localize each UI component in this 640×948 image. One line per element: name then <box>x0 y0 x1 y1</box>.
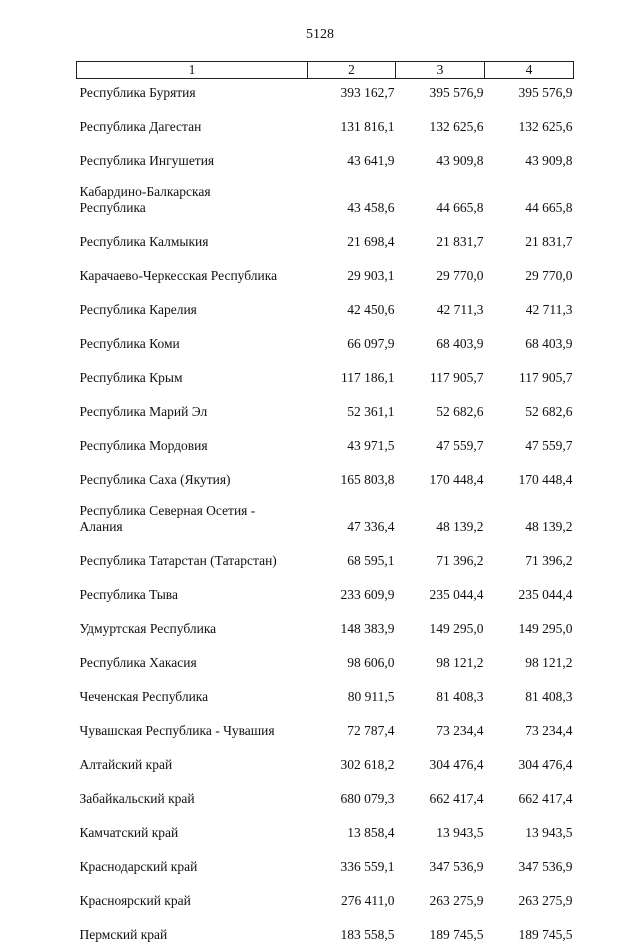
value-cell-col-2: 117 186,1 <box>308 357 396 391</box>
region-name-line-2: Республика <box>80 200 308 216</box>
value-cell-col-3: 21 831,7 <box>396 221 485 255</box>
region-name-cell: Республика Тыва <box>77 574 308 608</box>
table-row <box>77 459 574 493</box>
value-cell-col-4: 189 745,5 <box>485 914 574 948</box>
value-cell-col-3: 68 403,9 <box>396 323 485 357</box>
table-row <box>77 710 574 744</box>
region-name-cell: Пермский край <box>77 914 308 948</box>
value-cell-col-4: 304 476,4 <box>485 744 574 778</box>
value-cell-col-2: 393 162,7 <box>308 79 396 107</box>
value-cell-col-4: 43 909,8 <box>485 140 574 174</box>
region-name-cell: Камчатский край <box>77 812 308 846</box>
value-cell-col-3: 662 417,4 <box>396 778 485 812</box>
region-name-cell <box>77 174 308 221</box>
table-row <box>77 676 574 710</box>
value-cell-col-3: 43 909,8 <box>396 140 485 174</box>
value-cell-col-3: 98 121,2 <box>396 642 485 676</box>
region-name-cell: Республика Калмыкия <box>77 221 308 255</box>
region-name-cell: Республика Бурятия <box>77 79 308 107</box>
table-row <box>77 425 574 459</box>
value-cell-col-2: 680 079,3 <box>308 778 396 812</box>
value-cell-col-3: 47 559,7 <box>396 425 485 459</box>
value-cell-col-2: 66 097,9 <box>308 323 396 357</box>
value-cell-col-2: 68 595,1 <box>308 540 396 574</box>
table-row <box>77 323 574 357</box>
value-cell-col-2: 29 903,1 <box>308 255 396 289</box>
value-cell-col-3: 263 275,9 <box>396 880 485 914</box>
value-cell-col-4: 149 295,0 <box>485 608 574 642</box>
table-row <box>77 174 574 221</box>
table-row <box>77 846 574 880</box>
table-row <box>77 880 574 914</box>
value-cell-col-2: 131 816,1 <box>308 106 396 140</box>
value-cell-col-4: 73 234,4 <box>485 710 574 744</box>
region-name-cell: Красноярский край <box>77 880 308 914</box>
table-row <box>77 357 574 391</box>
region-name-cell: Республика Мордовия <box>77 425 308 459</box>
value-cell-col-2: 183 558,5 <box>308 914 396 948</box>
value-cell-col-4: 21 831,7 <box>485 221 574 255</box>
value-cell-col-2: 80 911,5 <box>308 676 396 710</box>
table-row <box>77 778 574 812</box>
region-name-cell: Республика Саха (Якутия) <box>77 459 308 493</box>
page-number: 5128 <box>0 27 640 43</box>
region-name-cell: Республика Татарстан (Татарстан) <box>77 540 308 574</box>
region-name-cell: Забайкальский край <box>77 778 308 812</box>
region-name-cell: Республика Марий Эл <box>77 391 308 425</box>
value-cell-col-4: 13 943,5 <box>485 812 574 846</box>
value-cell-col-4: 170 448,4 <box>485 459 574 493</box>
value-cell-col-2: 52 361,1 <box>308 391 396 425</box>
value-cell-col-2: 302 618,2 <box>308 744 396 778</box>
value-cell-col-4: 71 396,2 <box>485 540 574 574</box>
value-cell-col-3: 395 576,9 <box>396 79 485 107</box>
value-cell-col-2: 336 559,1 <box>308 846 396 880</box>
value-cell-col-4: 662 417,4 <box>485 778 574 812</box>
value-cell-col-3: 189 745,5 <box>396 914 485 948</box>
value-cell-col-2: 72 787,4 <box>308 710 396 744</box>
value-cell-col-3: 29 770,0 <box>396 255 485 289</box>
column-header-4: 4 <box>485 62 574 79</box>
header-row <box>77 62 574 79</box>
region-name-cell: Чеченская Республика <box>77 676 308 710</box>
table-row <box>77 255 574 289</box>
column-header-3: 3 <box>396 62 485 79</box>
region-name-cell: Краснодарский край <box>77 846 308 880</box>
column-header-2: 2 <box>308 62 396 79</box>
value-cell-col-4: 98 121,2 <box>485 642 574 676</box>
region-name-cell: Республика Крым <box>77 357 308 391</box>
table-row <box>77 812 574 846</box>
value-cell-col-3: 42 711,3 <box>396 289 485 323</box>
region-name-line-1: Республика Северная Осетия - <box>80 503 308 519</box>
value-cell-col-4: 235 044,4 <box>485 574 574 608</box>
value-cell-col-4: 29 770,0 <box>485 255 574 289</box>
table-row <box>77 608 574 642</box>
region-name-cell: Чувашская Республика - Чувашия <box>77 710 308 744</box>
table-row <box>77 493 574 540</box>
region-name-cell: Республика Карелия <box>77 289 308 323</box>
region-name-cell <box>77 493 308 540</box>
value-cell-col-3: 170 448,4 <box>396 459 485 493</box>
value-cell-col-2: 43 641,9 <box>308 140 396 174</box>
table-row <box>77 914 574 948</box>
value-cell-col-4: 68 403,9 <box>485 323 574 357</box>
value-cell-col-4: 347 536,9 <box>485 846 574 880</box>
value-cell-col-3: 117 905,7 <box>396 357 485 391</box>
region-name-line-1: Кабардино-Балкарская <box>80 184 308 200</box>
value-cell-col-3: 132 625,6 <box>396 106 485 140</box>
table-row <box>77 106 574 140</box>
value-cell-col-4: 81 408,3 <box>485 676 574 710</box>
value-cell-col-2: 13 858,4 <box>308 812 396 846</box>
value-cell-col-3: 235 044,4 <box>396 574 485 608</box>
value-cell-col-3: 347 536,9 <box>396 846 485 880</box>
table-row <box>77 744 574 778</box>
value-cell-col-3: 52 682,6 <box>396 391 485 425</box>
value-cell-col-2: 276 411,0 <box>308 880 396 914</box>
value-cell-col-4: 48 139,2 <box>485 493 574 540</box>
budget-table <box>76 61 574 948</box>
value-cell-col-2: 21 698,4 <box>308 221 396 255</box>
value-cell-col-3: 81 408,3 <box>396 676 485 710</box>
table-row <box>77 540 574 574</box>
table-row <box>77 391 574 425</box>
table-row <box>77 140 574 174</box>
table-row <box>77 574 574 608</box>
value-cell-col-2: 98 606,0 <box>308 642 396 676</box>
region-name-line-2: Алания <box>80 519 308 535</box>
value-cell-col-4: 47 559,7 <box>485 425 574 459</box>
table-row <box>77 221 574 255</box>
value-cell-col-3: 13 943,5 <box>396 812 485 846</box>
region-name-cell: Республика Ингушетия <box>77 140 308 174</box>
table-row <box>77 79 574 107</box>
value-cell-col-3: 304 476,4 <box>396 744 485 778</box>
region-name-cell: Республика Дагестан <box>77 106 308 140</box>
value-cell-col-3: 73 234,4 <box>396 710 485 744</box>
value-cell-col-4: 263 275,9 <box>485 880 574 914</box>
table-body <box>77 79 574 948</box>
value-cell-col-4: 132 625,6 <box>485 106 574 140</box>
region-name-cell: Республика Коми <box>77 323 308 357</box>
value-cell-col-4: 44 665,8 <box>485 174 574 221</box>
value-cell-col-2: 42 450,6 <box>308 289 396 323</box>
value-cell-col-4: 42 711,3 <box>485 289 574 323</box>
value-cell-col-3: 149 295,0 <box>396 608 485 642</box>
value-cell-col-4: 395 576,9 <box>485 79 574 107</box>
column-header-1: 1 <box>77 62 308 79</box>
value-cell-col-2: 47 336,4 <box>308 493 396 540</box>
value-cell-col-2: 43 458,6 <box>308 174 396 221</box>
region-name-cell: Алтайский край <box>77 744 308 778</box>
value-cell-col-2: 43 971,5 <box>308 425 396 459</box>
value-cell-col-3: 71 396,2 <box>396 540 485 574</box>
region-name-cell: Удмуртская Республика <box>77 608 308 642</box>
value-cell-col-3: 44 665,8 <box>396 174 485 221</box>
value-cell-col-4: 52 682,6 <box>485 391 574 425</box>
table-header <box>77 62 574 79</box>
region-name-cell: Республика Хакасия <box>77 642 308 676</box>
table-row <box>77 642 574 676</box>
region-name-cell: Карачаево-Черкесская Республика <box>77 255 308 289</box>
value-cell-col-2: 233 609,9 <box>308 574 396 608</box>
value-cell-col-4: 117 905,7 <box>485 357 574 391</box>
table-row <box>77 289 574 323</box>
value-cell-col-2: 165 803,8 <box>308 459 396 493</box>
value-cell-col-3: 48 139,2 <box>396 493 485 540</box>
value-cell-col-2: 148 383,9 <box>308 608 396 642</box>
